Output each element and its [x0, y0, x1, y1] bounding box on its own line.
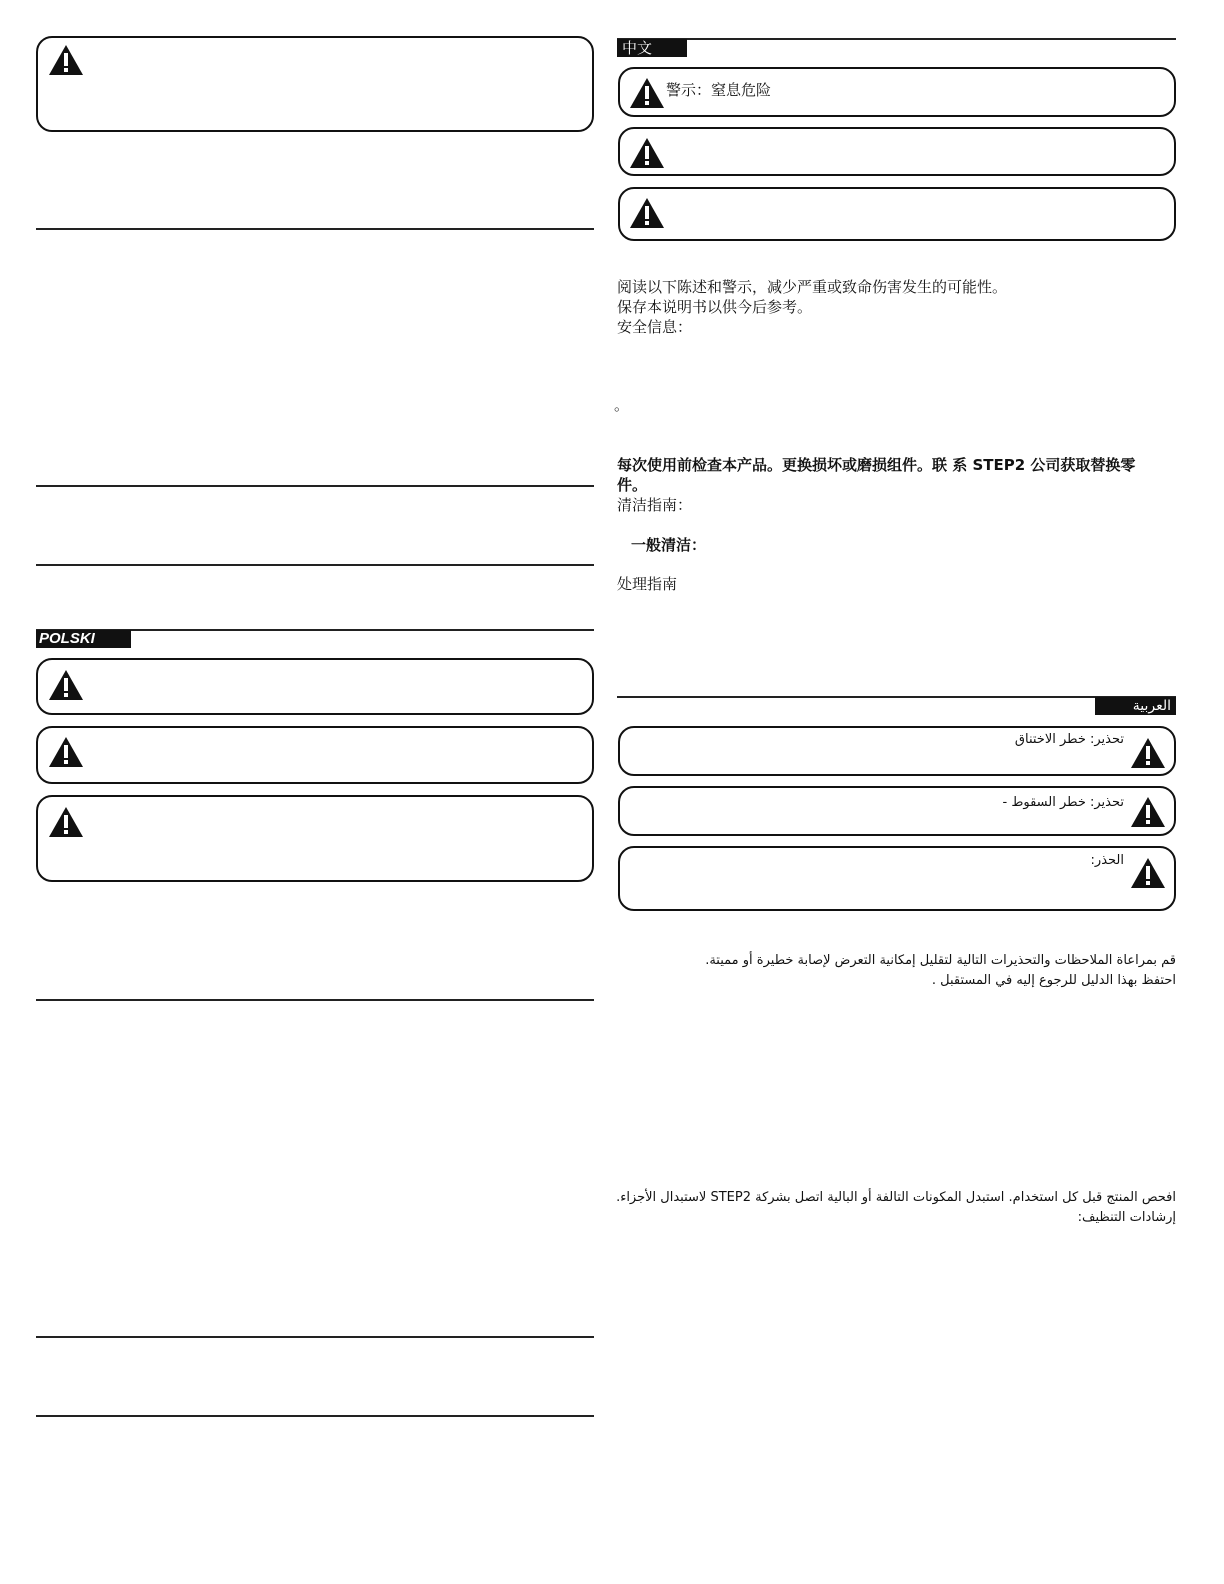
warning-triangle-icon	[1130, 857, 1166, 889]
chinese-language-tag: 中文	[617, 39, 687, 57]
polski-warning-box-3	[36, 795, 594, 882]
arabic-intro-line-2: احتفظ بهذا الدليل للرجوع إليه في المستقبل .	[931, 973, 1176, 988]
arabic-header-rule	[617, 696, 1176, 698]
left-divider-6	[36, 1415, 594, 1417]
left-divider-2	[36, 485, 594, 487]
arabic-language-tag: العربية	[1095, 697, 1176, 715]
chinese-inspect-line-2: 件。	[617, 476, 648, 494]
polski-language-tag: POLSKI	[36, 630, 131, 648]
warning-triangle-icon	[1130, 737, 1166, 769]
chinese-cleaning-title: 清洁指南：	[617, 496, 693, 514]
left-divider-1	[36, 228, 594, 230]
left-divider-3	[36, 564, 594, 566]
chinese-stray-period: 。	[614, 396, 630, 414]
polski-warning-box-1	[36, 658, 594, 715]
arabic-intro-line-1: قم بمراعاة الملاحظات والتحذيرات التالية لتقليل إمكانية التعرض لإصابة خطيرة أو مميتة.	[705, 953, 1176, 968]
arabic-inspect-text: افحص المنتج قبل كل استخدام. استبدل المكونات التالفة أو البالية اتصل بشركة STEP2 لاستبدال الأجزاء.	[616, 1190, 1176, 1205]
arabic-caution-box	[618, 846, 1176, 911]
arabic-warning-suffocation-text: تحذير: خطر الاختناق	[1014, 732, 1124, 747]
arabic-caution-text: الحذر:	[1090, 853, 1124, 868]
warning-triangle-icon	[1130, 796, 1166, 828]
left-top-warning-box	[36, 36, 594, 132]
warning-triangle-icon	[48, 669, 84, 701]
warning-triangle-icon	[629, 137, 665, 169]
chinese-inspect-line-1: 每次使用前检查本产品。更换损坏或磨损组件。联 系 STEP2 公司获取替换零	[617, 456, 1136, 474]
chinese-header-rule	[617, 38, 1176, 40]
chinese-warning-box-2	[618, 127, 1176, 176]
chinese-disposal-title: 处理指南	[617, 575, 678, 593]
warning-triangle-icon	[48, 736, 84, 768]
chinese-warning-suffocation-text: 警示：窒息危险	[666, 81, 772, 99]
chinese-general-cleaning: 一般清洁：	[631, 536, 707, 554]
arabic-warning-fall-box	[618, 786, 1176, 836]
warning-triangle-icon	[629, 77, 665, 109]
left-divider-4	[36, 999, 594, 1001]
chinese-warning-box-3	[618, 187, 1176, 241]
arabic-warning-suffocation-box	[618, 726, 1176, 776]
warning-triangle-icon	[629, 197, 665, 229]
arabic-cleaning-title: إرشادات التنظيف:	[1077, 1210, 1176, 1225]
warning-triangle-icon	[48, 44, 84, 76]
left-divider-5	[36, 1336, 594, 1338]
warning-triangle-icon	[48, 806, 84, 838]
chinese-safety-info-label: 安全信息：	[617, 318, 693, 336]
polski-warning-box-2	[36, 726, 594, 784]
arabic-warning-fall-text: تحذير: خطر السقوط -	[1002, 795, 1124, 810]
chinese-intro-line-1: 阅读以下陈述和警示，减少严重或致命伤害发生的可能性。	[617, 278, 1008, 296]
chinese-intro-line-2: 保存本说明书以供今后参考。	[617, 298, 813, 316]
chinese-warning-suffocation-box	[618, 67, 1176, 117]
